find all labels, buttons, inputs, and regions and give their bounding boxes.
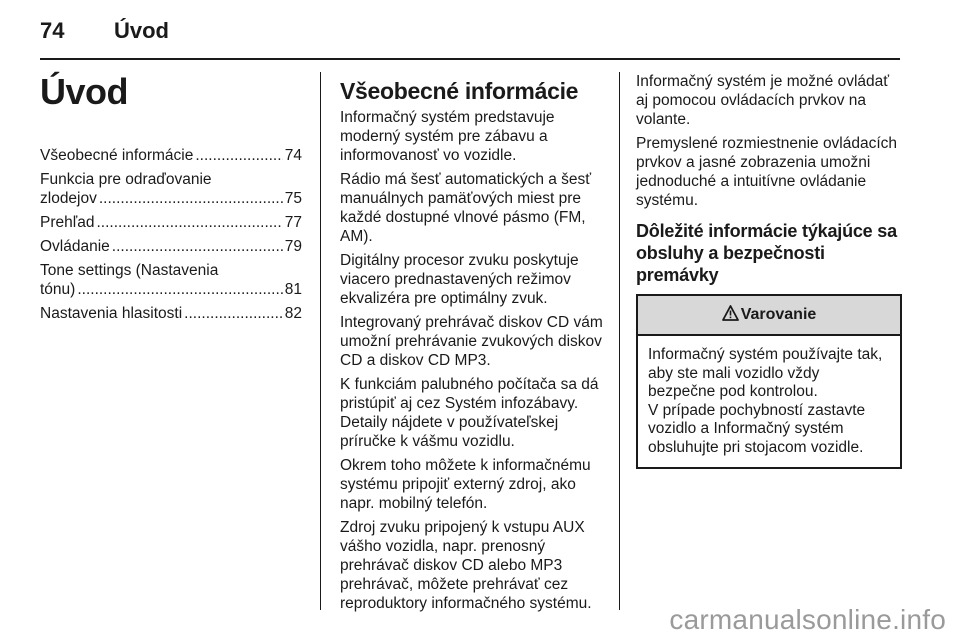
- toc-item[interactable]: [40, 304, 302, 323]
- table-of-contents: [40, 146, 302, 323]
- toc-item[interactable]: [40, 261, 302, 299]
- warning-text: V prípade pochybností zastavte vozidlo a Informačný systém obsluhujte pri stojacom vozidle.: [648, 401, 866, 456]
- paragraph: Informačný systém je možné ovládať aj pomocou ovládacích prvkov na volante.: [636, 73, 890, 128]
- page-header: [40, 18, 900, 46]
- toc-page: 79: [284, 238, 302, 255]
- page-number: 74: [40, 18, 65, 43]
- chapter-title: Úvod: [40, 71, 128, 112]
- paragraph: Zdroj zvuku pripojený k vstupu AUX vášho vozidla, napr. prenosný prehrávač diskov CD alebo MP3 prehrávač, môžete prehrávať cez reproduktory informačného systému.: [340, 519, 592, 612]
- paragraph: Digitálny procesor zvuku poskytuje viacero prednastavených režimov ekvalizéra pre optimálny zvuk.: [340, 252, 579, 307]
- warning-body: [638, 336, 900, 467]
- toc-label: Všeobecné informácie: [40, 147, 194, 164]
- toc-page: 75: [284, 190, 302, 207]
- toc-item[interactable]: [40, 237, 302, 256]
- toc-label: Tone settings (Nastavenia: [40, 262, 219, 279]
- header-title: Úvod: [114, 18, 169, 43]
- warning-box: [636, 294, 902, 469]
- column-divider-2: [619, 72, 620, 610]
- toc-label: Nastavenia hlasitosti: [40, 305, 183, 322]
- toc-item[interactable]: [40, 213, 302, 232]
- paragraph: K funkciám palubného počítača sa dá pristúpiť aj cez Systém infozábavy. Detaily nájdete v používateľskej príručke k vášmu vozidlu.: [340, 376, 599, 450]
- toc-item[interactable]: [40, 170, 302, 208]
- watermark: carmanualsonline.info: [669, 604, 946, 635]
- section-title: Všeobecné informácie: [340, 78, 579, 104]
- paragraph: Premyslené rozmiestnenie ovládacích prvkov a jasné zobrazenia umožni jednoduché a intuitívne ovládanie systému.: [636, 135, 898, 209]
- paragraph: Integrovaný prehrávač diskov CD vám umožní prehrávanie zvukových diskov CD a diskov CD MP3.: [340, 314, 603, 369]
- warning-text: Informačný systém používajte tak, aby ste mali vozidlo vždy bezpečne pod kontrolou.: [648, 346, 883, 400]
- toc-label: zlodejov: [40, 190, 97, 207]
- paragraph: Okrem toho môžete k informačnému systému pripojiť externý zdroj, ako napr. mobilný telefón.: [340, 457, 591, 512]
- general-info-column: [340, 72, 604, 618]
- warning-header: [638, 296, 900, 336]
- header-divider: [40, 58, 900, 60]
- paragraph: Informačný systém predstavuje moderný systém pre zábavu a informovanosť vo vozidle.: [340, 109, 555, 164]
- toc-label: Ovládanie: [40, 238, 110, 255]
- warning-title: Varovanie: [740, 306, 817, 323]
- safety-column: [636, 72, 904, 469]
- toc-label: tónu): [40, 281, 76, 298]
- paragraph: Rádio má šesť automatických a šesť manuálnych pamäťových miest pre každé dostupné vlnové pásmo (FM, AM).: [340, 171, 592, 245]
- toc-label: Funkcia pre odraďovanie: [40, 171, 212, 188]
- toc-page: 82: [284, 305, 302, 322]
- toc-label: Prehľad: [40, 214, 95, 231]
- toc-page: 74: [284, 147, 302, 164]
- toc-page: 81: [284, 281, 302, 298]
- subsection-title: Dôležité informácie týkajúce sa obsluhy a bezpečnosti premávky: [636, 221, 897, 285]
- toc-item[interactable]: [40, 146, 302, 165]
- toc-column: [40, 72, 302, 328]
- toc-page: 77: [284, 214, 302, 231]
- warning-triangle-icon: [722, 305, 739, 326]
- column-divider-1: [320, 72, 321, 610]
